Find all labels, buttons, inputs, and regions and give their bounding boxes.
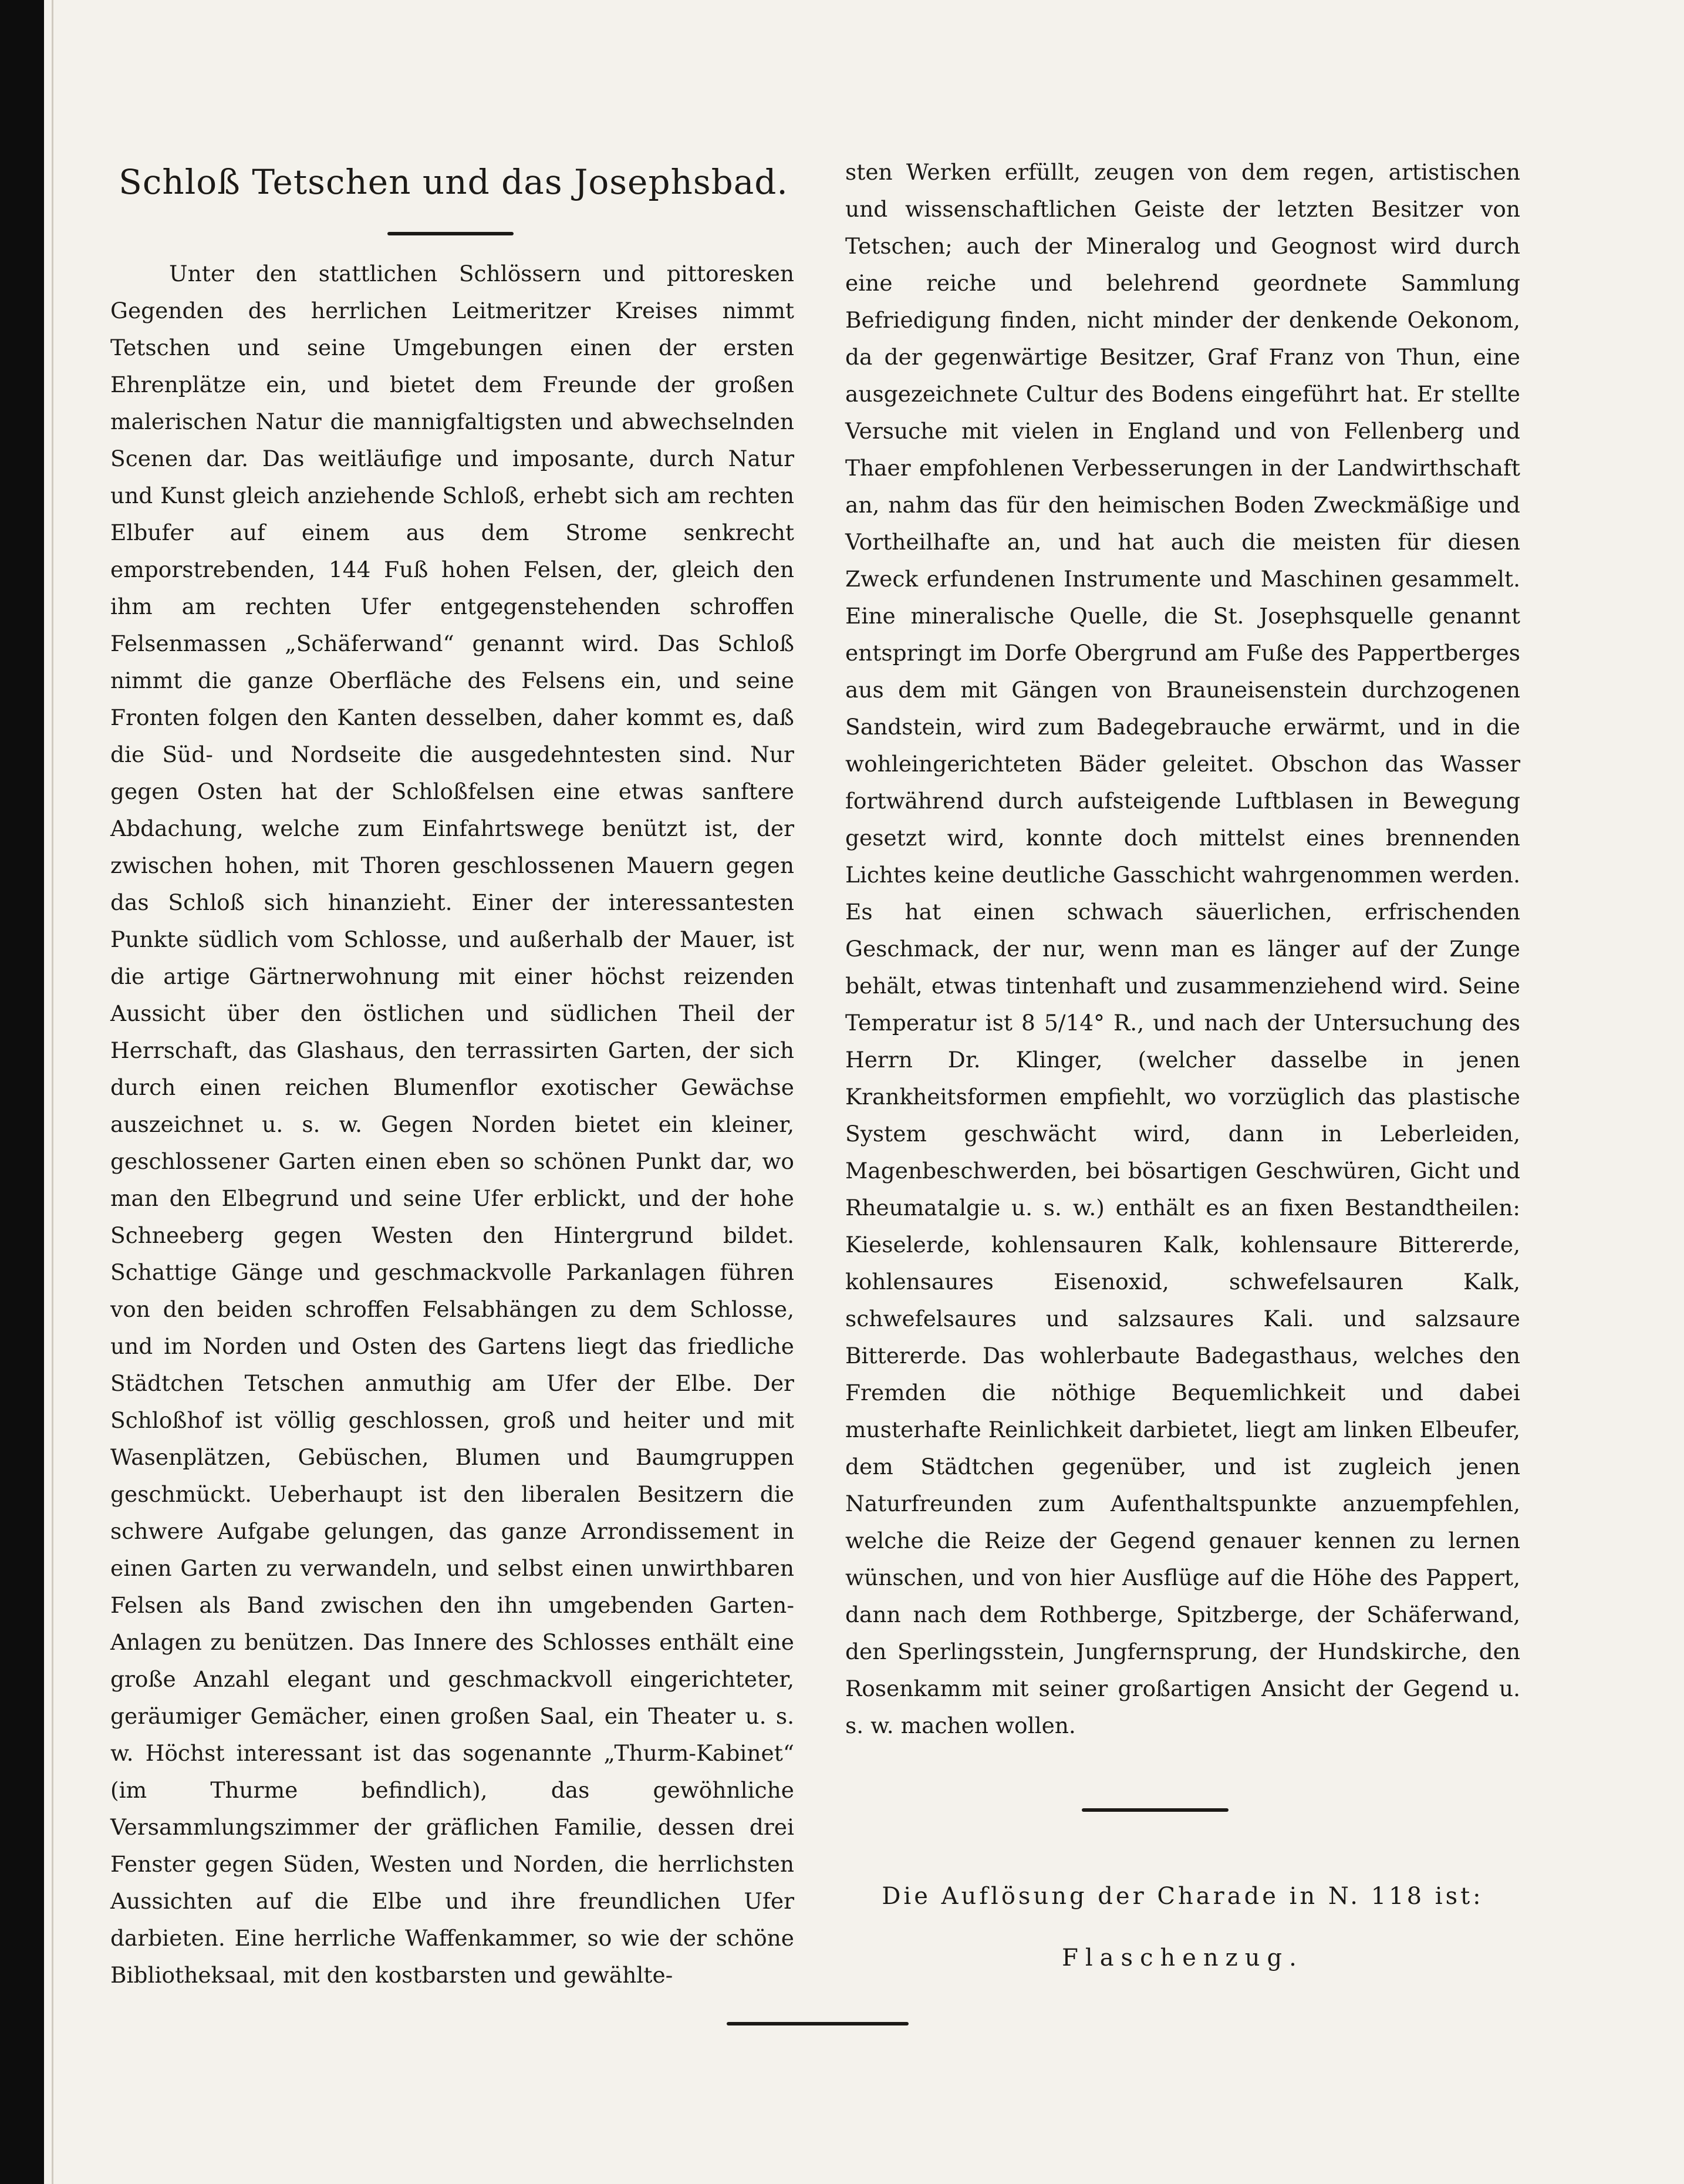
charade-answer: Flaschenzug. <box>1062 1944 1304 1971</box>
article-paragraph-left: Unter den stattlichen Schlössern und pittoresken Gegenden des herrlichen Leitmeritzer Kreises nimmt Tetschen und seine Umgebungen einen der ersten Ehrenplätze ein, und bietet dem Freunde der großen malerischen Natur die mannigfaltigsten und abwechselnden Scenen dar. Das weitläufige und imposante, durch Natur und Kunst gleich anziehende Schloß, erhebt sich am rechten Elbufer auf einem aus dem Strome senkrecht emporstrebenden, 144 Fuß hohen Felsen, der, gleich den ihm am rechten Ufer entgegenstehenden schroffen Felsenmassen „Schäferwand“ genannt wird. Das Schloß nimmt die ganze Oberfläche des Felsens ein, und seine Fronten folgen den Kanten desselben, daher kommt es, daß die Süd- und Nordseite die ausgedehntesten sind. Nur gegen Osten hat der Schloßfelsen eine etwas sanftere Abdachung, welche zum Einfahrtswege benützt ist, der zwischen hohen, mit Thoren geschlossenen Mauern gegen das Schloß sich hinanzieht. Einer der interessantesten Punkte südlich vom Schlosse, und außerhalb der Mauer, ist die artige Gärtnerwohnung mit einer höchst reizenden Aussicht über den östlichen und südlichen Theil der Herrschaft, das Glashaus, den terrassirten Garten, der sich durch einen reichen Blumenflor exotischer Gewächse auszeichnet u. s. w. Gegen Norden bietet ein kleiner, geschlossener Garten einen eben so schönen Punkt dar, wo man den Elbegrund und seine Ufer erblickt, und der hohe Schneeberg gegen Westen den Hintergrund bildet. Schattige Gänge und geschmackvolle Parkanlagen führen von den beiden schroffen Felsabhängen zu dem Schlosse, und im Norden und Osten des Gartens liegt das friedliche Städtchen Tetschen anmuthig am Ufer der Elbe. Der Schloßhof ist völlig geschlossen, groß und heiter und mit Wasenplätzen, Gebüschen, Blumen und Baumgruppen geschmückt. Ueberhaupt ist den liberalen Besitzern die schwere Aufgabe gelungen, das ganze Arrondissement in einen Garten zu verwandeln, und selbst einen unwirthbaren Felsen als Band zwischen den ihn umgebenden Garten-Anlagen zu benützen. Das Innere des Schlosses enthält eine große Anzahl elegant und geschmackvoll eingerichteter, geräumiger Gemächer, einen großen Saal, ein Theater u. s. w. Höchst interessant ist das sogenannte „Thurm-Kabinet“ (im Thurme befindlich), das gewöhnliche Versammlungszimmer der gräflichen Familie, dessen drei Fenster gegen Süden, Westen und Norden, die herrlichsten Aussichten auf die Elbe und ihre freundlichen Ufer darbieten. Eine herrliche Waffenkammer, so wie der schöne Bibliotheksaal, mit den kostbarsten und gewählte- <box>110 261 794 1988</box>
charade-solution-line: Die Auflösung der Charade in N. 118 ist: <box>882 1883 1484 1910</box>
column-end-divider <box>1082 1808 1229 1812</box>
page-fold-line <box>52 0 53 2184</box>
scan-binding-edge <box>0 0 44 2184</box>
article-column-right <box>845 154 1520 1744</box>
page-end-divider <box>727 2022 909 2025</box>
article-title: Schloß Tetschen und das Josephsbad. <box>119 162 788 202</box>
title-divider <box>387 232 514 235</box>
article-paragraph-right: sten Werken erfüllt, zeugen von dem regen, artistischen und wissenschaftlichen Geiste der letzten Besitzer von Tetschen; auch der Mineralog und Geognost wird durch eine reiche und belehrend geordnete Sammlung Befriedigung finden, nicht minder der denkende Oekonom, da der gegenwärtige Besitzer, Graf Franz von Thun, eine ausgezeichnete Cultur des Bodens eingeführt hat. Er stellte Versuche mit vielen in England und von Fellenberg und Thaer empfohlenen Verbesserungen in der Landwirthschaft an, nahm das für den heimischen Boden Zweckmäßige und Vortheilhafte an, und hat auch die meisten für diesen Zweck erfundenen Instrumente und Maschinen gesammelt. Eine mineralische Quelle, die St. Josephsquelle genannt entspringt im Dorfe Obergrund am Fuße des Pappertberges aus dem mit Gängen von Brauneisenstein durchzogenen Sandstein, wird zum Badegebrauche erwärmt, und in die wohleingerichteten Bäder geleitet. Obschon das Wasser fortwährend durch aufsteigende Luftblasen in Bewegung gesetzt wird, konnte doch mittelst eines brennenden Lichtes keine deutliche Gasschicht wahrgenommen werden. Es hat einen schwach säuerlichen, erfrischenden Geschmack, der nur, wenn man es länger auf der Zunge behält, etwas tintenhaft und zusammenziehend wird. Seine Temperatur ist 8 5/14° R., und nach der Untersuchung des Herrn Dr. Klinger, (welcher dasselbe in jenen Krankheitsformen empfiehlt, wo vorzüglich das plastische System geschwächt wird, dann in Leberleiden, Magenbeschwerden, bei bösartigen Geschwüren, Gicht und Rheumatalgie u. s. w.) enthält es an fixen Bestandtheilen: Kieselerde, kohlensauren Kalk, kohlensaure Bittererde, kohlensaures Eisenoxid, schwefelsauren Kalk, schwefelsaures und salzsaures Kali. und salzsaure Bittererde. Das wohlerbaute Badegasthaus, welches den Fremden die nöthige Bequemlichkeit und dabei musterhafte Reinlichkeit darbietet, liegt am linken Elbeufer, dem Städtchen gegenüber, und ist zugleich jenen Naturfreunden zum Aufenthaltspunkte anzuempfehlen, welche die Reize der Gegend genauer kennen zu lernen wünschen, und von hier Ausflüge auf die Höhe des Pappert, dann nach dem Rothberge, Spitzberge, der Schäferwand, den Sperlingsstein, Jungfernsprung, der Hundskirche, den Rosenkamm mit seiner großartigen Ansicht der Gegend u. s. w. machen wollen. <box>845 159 1520 1738</box>
article-column-left <box>110 255 794 1994</box>
